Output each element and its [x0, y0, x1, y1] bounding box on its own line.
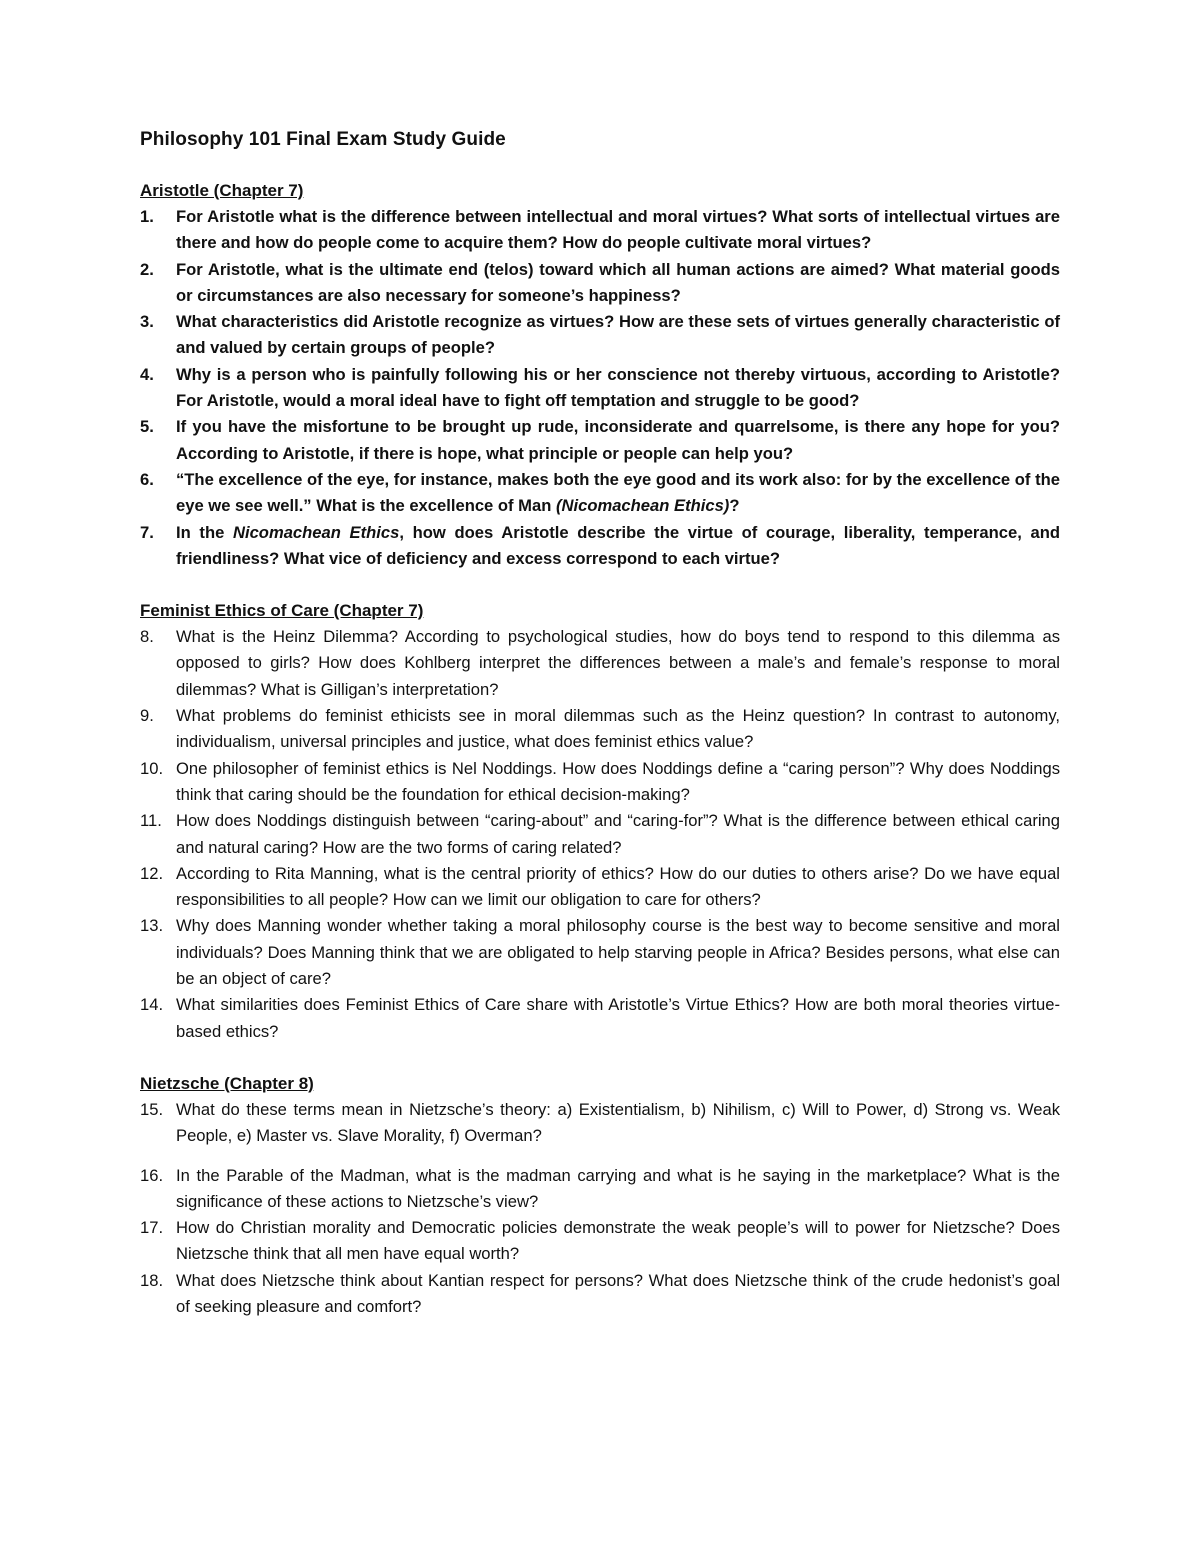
question-list — [140, 1097, 1060, 1320]
question-item — [140, 624, 1060, 703]
question-number: 9. — [140, 706, 154, 726]
question-number: 7. — [140, 522, 154, 542]
question-list — [140, 204, 1060, 572]
question-text-part: In the — [176, 522, 233, 542]
question-number: 17. — [140, 1218, 164, 1238]
question-number: 15. — [140, 1099, 164, 1119]
question-number: 10. — [140, 758, 164, 778]
question-text-part: , how does Aristotle describe the virtue of courage, liberality, temperance, and friendliness? What vice of deficiency and excess correspond to each virtue? — [176, 522, 1060, 568]
question-number: 6. — [140, 469, 154, 489]
page-title: Philosophy 101 Final Exam Study Guide — [140, 129, 506, 150]
question-number: 4. — [140, 364, 154, 384]
question-text: What similarities does Feminist Ethics of Care share with Aristotle’s Virtue Ethics? How are both moral theories virtue-based ethics? — [176, 995, 1060, 1041]
question-number: 13. — [140, 916, 164, 936]
section-heading: Nietzsche (Chapter 8) — [140, 1073, 314, 1093]
question-text — [176, 467, 1060, 520]
question-number: 12. — [140, 863, 164, 883]
question-item — [140, 913, 1060, 992]
book-title-italic: Nicomachean Ethics — [232, 522, 400, 542]
question-text-part: ? — [729, 496, 740, 516]
question-text: How does Noddings distinguish between “caring-about” and “caring-for”? What is the difference between ethical caring and natural caring? How are the two forms of caring related? — [176, 811, 1060, 857]
study-guide — [140, 126, 1060, 1346]
question-text: What problems do feminist ethicists see in moral dilemmas such as the Heinz question? In contrast to autonomy, individualism, universal principles and justice, what does feminist ethics value? — [176, 706, 1060, 752]
question-item — [140, 257, 1060, 310]
question-number: 3. — [140, 312, 154, 332]
question-text: For Aristotle what is the difference between intellectual and moral virtues? What sorts of intellectual virtues are there and how do people come to acquire them? How do people cultivate moral virtues? — [176, 207, 1060, 253]
question-text — [176, 520, 1060, 573]
question-item — [140, 467, 1060, 520]
question-text: What characteristics did Aristotle recognize as virtues? How are these sets of virtues generally characteristic of and valued by certain groups of people? — [176, 312, 1060, 358]
question-number: 11. — [140, 811, 162, 831]
question-item — [140, 861, 1060, 914]
question-text: How do Christian morality and Democratic policies demonstrate the weak people’s will to power for Nietzsche? Does Nietzsche think that all men have equal worth? — [176, 1218, 1060, 1264]
question-item — [140, 703, 1060, 756]
question-number: 8. — [140, 627, 154, 647]
question-item — [140, 309, 1060, 362]
question-item — [140, 992, 1060, 1045]
section-nietzsche — [140, 1071, 1060, 1320]
question-item — [140, 414, 1060, 467]
question-text-part: “The excellence of the eye, for instance, makes both the eye good and its work also: for by the excellence of the eye we see well.” What is the excellence of Man — [176, 469, 1060, 516]
question-number: 1. — [140, 207, 154, 226]
question-number: 5. — [140, 417, 154, 437]
question-number: 18. — [140, 1270, 164, 1290]
question-number: 16. — [140, 1165, 164, 1185]
question-number: 2. — [140, 259, 154, 279]
question-text: One philosopher of feminist ethics is Nel Noddings. How does Noddings define a “caring person”? Why does Noddings think that caring should be the foundation for ethical decision-making? — [176, 758, 1060, 804]
question-text: What does Nietzsche think about Kantian respect for persons? What does Nietzsche think of the crude hedonist’s goal of seeking pleasure and comfort? — [176, 1270, 1060, 1316]
section-heading: Feminist Ethics of Care (Chapter 7) — [140, 601, 424, 621]
question-text: For Aristotle, what is the ultimate end (telos) toward which all human actions are aimed? What material goods or circumstances are also necessary for someone’s happiness? — [176, 259, 1060, 305]
question-item — [140, 808, 1060, 861]
question-item — [140, 1268, 1060, 1321]
question-number: 14. — [140, 995, 164, 1015]
section-feminist-ethics — [140, 598, 1060, 1045]
question-item — [140, 362, 1060, 415]
question-list — [140, 624, 1060, 1045]
question-text: Why is a person who is painfully following his or her conscience not thereby virtuous, according to Aristotle? For Aristotle, would a moral ideal have to fight off temptation and struggle to be good? — [176, 364, 1060, 411]
question-text: In the Parable of the Madman, what is the madman carrying and what is he saying in the marketplace? What is the significance of these actions to Nietzsche’s view? — [176, 1165, 1060, 1211]
question-text: What is the Heinz Dilemma? According to psychological studies, how do boys tend to respond to this dilemma as opposed to girls? How does Kohlberg interpret the differences between a male’s and female’s response to moral dilemmas? What is Gilligan’s interpretation? — [176, 627, 1060, 699]
book-title-italic: (Nicomachean Ethics) — [555, 496, 730, 516]
question-text: According to Rita Manning, what is the central priority of ethics? How do our duties to others arise? Do we have equal responsibilities to all people? How can we limit our obligation to care for others? — [176, 863, 1060, 910]
section-heading: Aristotle (Chapter 7) — [140, 181, 304, 200]
question-text: If you have the misfortune to be brought up rude, inconsiderate and quarrelsome, is there any hope for you? According to Aristotle, if there is hope, what principle or people can help you? — [176, 417, 1060, 463]
question-item — [140, 1097, 1060, 1150]
question-item — [140, 520, 1060, 573]
question-item — [140, 1215, 1060, 1268]
question-text: What do these terms mean in Nietzsche’s theory: a) Existentialism, b) Nihilism, c) Will to Power, d) Strong vs. Weak People, e) Master vs. Slave Morality, f) Overman? — [176, 1099, 1060, 1146]
question-text: Why does Manning wonder whether taking a moral philosophy course is the best way to become sensitive and moral individuals? Does Manning think that we are obligated to help starving people in Africa? Besides persons, what else can be an object of care? — [176, 916, 1060, 989]
section-aristotle — [140, 178, 1060, 572]
question-item — [140, 756, 1060, 809]
question-item — [140, 204, 1060, 257]
question-item — [140, 1163, 1060, 1216]
